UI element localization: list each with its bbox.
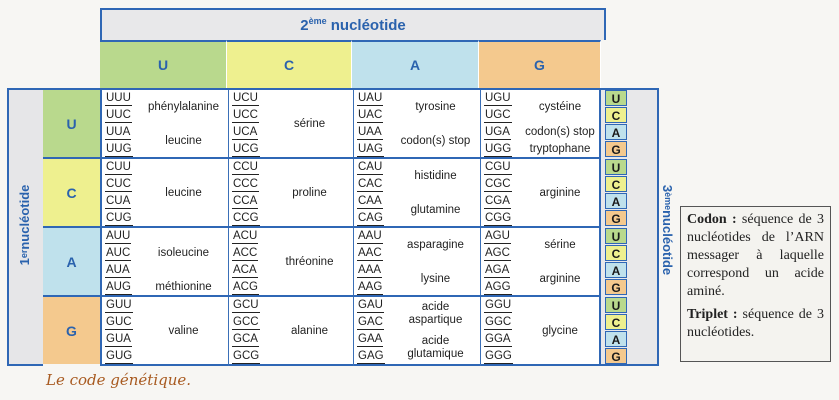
codon-text: GCC [233, 316, 259, 328]
codon [357, 297, 393, 314]
codon [105, 141, 141, 158]
definition-box [680, 206, 831, 362]
codon [232, 176, 268, 193]
codon [357, 245, 393, 262]
triplet-term: Triplet : [687, 307, 738, 322]
codon-text: UGU [485, 92, 511, 104]
third-base-g: G [605, 348, 627, 364]
row-header-g: G [43, 295, 100, 364]
codon-table [100, 88, 601, 366]
codon-text: CGA [485, 195, 510, 207]
figure-caption: Le code génétique. [46, 371, 192, 389]
codon-text: CCA [233, 195, 258, 207]
codon-text: CCU [233, 161, 258, 173]
codon-text: GAU [358, 299, 383, 311]
codon-text: UUU [106, 92, 131, 104]
codon-text: AAU [358, 230, 382, 242]
codon-text: UUG [106, 143, 132, 155]
codon [232, 141, 268, 158]
codon [232, 228, 268, 245]
codon [484, 107, 520, 124]
codon [484, 314, 520, 331]
codon [105, 107, 141, 124]
third-base-c: C [605, 245, 627, 261]
codon [357, 90, 393, 107]
codon-term: Codon : [687, 212, 737, 227]
amino-acid: tyrosine [415, 100, 456, 113]
codon-text: CUA [106, 195, 131, 207]
codon [357, 314, 393, 331]
codon [232, 245, 268, 262]
codon-text: GUU [106, 299, 132, 311]
codon-cell-ac [229, 228, 354, 297]
second-nucleotide-header [100, 8, 606, 40]
codon-cell-cg [481, 159, 603, 228]
third-base-u: U [605, 297, 627, 313]
codon-text: ACA [233, 264, 257, 276]
codon [484, 297, 520, 314]
row-header-c: C [43, 157, 100, 226]
codon-cell-ug [481, 90, 603, 159]
codon-cell-gu [102, 297, 229, 366]
codon-text: UUC [106, 109, 131, 121]
codon [105, 124, 141, 141]
codon [105, 228, 141, 245]
codon-text: AAG [358, 281, 383, 293]
amino-acid: phénylalanine [148, 100, 219, 113]
codon-text: GGA [485, 333, 511, 345]
codon-text: ACU [233, 230, 258, 242]
third-base-g: G [605, 279, 627, 295]
column-header-u: U [100, 40, 227, 88]
column-header-g: G [479, 40, 601, 88]
row-header-u: U [43, 88, 100, 157]
codon-text: UCG [233, 143, 259, 155]
codon [232, 210, 268, 227]
third-base-u: U [605, 159, 627, 175]
codon-cell-cc [229, 159, 354, 228]
codon-definition [687, 211, 824, 301]
codon-text: CGG [485, 212, 512, 224]
codon [357, 141, 393, 158]
codon [105, 193, 141, 210]
codon [357, 107, 393, 124]
codon-text: CUG [106, 212, 132, 224]
codon [357, 159, 393, 176]
codon-text: GGC [485, 316, 512, 328]
column-header-a: A [352, 40, 479, 88]
amino-acid: alanine [290, 324, 329, 337]
third-base-a: A [605, 124, 627, 140]
codon [484, 193, 520, 210]
third-base-c: C [605, 176, 627, 192]
amino-acid: glutamine [410, 203, 461, 216]
codon-text: GGG [485, 350, 512, 362]
codon-text: UCU [233, 92, 258, 104]
codon-text: UGC [485, 109, 511, 121]
codon-cell-ga [354, 297, 481, 366]
codon-text: UGG [485, 143, 512, 155]
codon-text: AGA [485, 264, 510, 276]
codon [232, 279, 268, 296]
codon [357, 331, 393, 348]
codon [484, 90, 520, 107]
codon-text: GUA [106, 333, 131, 345]
codon [105, 331, 141, 348]
codon [105, 245, 141, 262]
codon-text: AUU [106, 230, 131, 242]
codon [105, 314, 141, 331]
amino-acid: tryptophane [529, 143, 591, 155]
codon-text: ACC [233, 247, 258, 259]
amino-acid: proline [292, 186, 327, 199]
amino-acid: sérine [544, 238, 576, 251]
codon [232, 297, 268, 314]
codon-text: UAU [358, 92, 383, 104]
codon-text: CCG [233, 212, 259, 224]
codon-text: UCC [233, 109, 258, 121]
codon-text: CAC [358, 178, 383, 190]
codon [484, 348, 520, 365]
triplet-text: séquence de 3 nucléotides. [687, 307, 824, 340]
codon [357, 176, 393, 193]
amino-acid: méthionine [155, 281, 212, 293]
codon [232, 314, 268, 331]
third-base-u: U [605, 90, 627, 106]
codon-text: GUC [106, 316, 132, 328]
codon-text: UGA [485, 126, 510, 138]
codon-text: CGU [485, 161, 511, 173]
codon-text: GUG [106, 350, 133, 362]
codon-text: UAA [358, 126, 382, 138]
codon-text: AUC [106, 247, 131, 259]
codon [484, 176, 520, 193]
codon-text: AGC [485, 247, 510, 259]
amino-acid: arginine [539, 186, 581, 199]
codon-cell-ca [354, 159, 481, 228]
codon [105, 210, 141, 227]
codon-text: AAA [358, 264, 382, 276]
codon-text: UUA [106, 126, 131, 138]
amino-acid: valine [168, 324, 199, 337]
codon-cell-cu [102, 159, 229, 228]
codon-text: CAA [358, 195, 382, 207]
amino-acid: leucine [165, 134, 202, 147]
first-nucleotide-label: 1 er nucléotide [16, 184, 32, 266]
codon-text: GAA [358, 333, 383, 345]
codon [105, 297, 141, 314]
codon-text: GCA [233, 333, 258, 345]
amino-acid: leucine [165, 186, 202, 199]
triplet-definition [687, 306, 824, 342]
codon-text: AUA [106, 264, 130, 276]
codon-text: ACG [233, 281, 258, 293]
codon [232, 124, 268, 141]
third-base-c: C [605, 314, 627, 330]
codon-cell-uc [229, 90, 354, 159]
codon [484, 245, 520, 262]
amino-acid: sérine [293, 117, 326, 130]
codon [484, 210, 520, 227]
third-base-c: C [605, 107, 627, 123]
codon-text: séquence de 3 nucléotides de l’ARN messager à laquelle correspond un acide aminé. [687, 212, 824, 299]
amino-acid: lysine [420, 272, 451, 285]
codon-cell-ua [354, 90, 481, 159]
codon-text: AGU [485, 230, 510, 242]
amino-acid: asparagine [407, 238, 464, 251]
third-base-a: A [605, 193, 627, 209]
amino-acid: acide aspartique [408, 301, 463, 326]
codon-text: UAG [358, 143, 383, 155]
row-header-a: A [43, 226, 100, 295]
codon-text: GAC [358, 316, 383, 328]
third-base-a: A [605, 331, 627, 347]
codon-text: CUU [106, 161, 131, 173]
codon [105, 159, 141, 176]
third-nucleotide-label: 3 ème nucléotide [660, 184, 676, 276]
codon-text: GAG [358, 350, 384, 362]
codon-cell-uu [102, 90, 229, 159]
second-nucleotide-label: 2ème nucléotide [300, 16, 406, 34]
codon-text: AUG [106, 281, 131, 293]
codon [105, 279, 141, 296]
codon-text: GCU [233, 299, 259, 311]
amino-acid: isoleucine [157, 247, 210, 259]
amino-acid: codon(s) stop [400, 134, 471, 147]
codon [484, 331, 520, 348]
codon [232, 90, 268, 107]
codon [357, 228, 393, 245]
codon-text: CGC [485, 178, 511, 190]
codon-text: AAC [358, 247, 382, 259]
codon-text: GGU [485, 299, 512, 311]
codon-cell-aa [354, 228, 481, 297]
codon [232, 348, 268, 365]
column-header-c: C [227, 40, 352, 88]
codon [357, 210, 393, 227]
codon [357, 262, 393, 279]
codon [105, 176, 141, 193]
codon [357, 193, 393, 210]
codon [357, 348, 393, 365]
codon [357, 279, 393, 296]
codon-cell-gc [229, 297, 354, 366]
codon [484, 159, 520, 176]
codon-text: UCA [233, 126, 258, 138]
codon-text: GCG [233, 350, 260, 362]
amino-acid: thréonine [285, 255, 334, 268]
codon-cell-gg [481, 297, 603, 366]
third-base-g: G [605, 141, 627, 157]
codon-cell-au [102, 228, 229, 297]
codon [105, 348, 141, 365]
codon-text: CUC [106, 178, 131, 190]
codon [357, 124, 393, 141]
codon-text: CAU [358, 161, 383, 173]
codon [105, 262, 141, 279]
codon [484, 279, 520, 296]
codon [484, 124, 520, 141]
amino-acid: acide glutamique [407, 335, 464, 360]
amino-acid: histidine [414, 169, 457, 182]
codon-cell-ag [481, 228, 603, 297]
codon [105, 90, 141, 107]
amino-acid: cystéine [538, 100, 582, 113]
third-base-a: A [605, 262, 627, 278]
codon-text: CAG [358, 212, 383, 224]
codon [484, 262, 520, 279]
codon [484, 228, 520, 245]
amino-acid: glycine [542, 324, 578, 337]
codon [232, 107, 268, 124]
codon [232, 262, 268, 279]
third-base-g: G [605, 210, 627, 226]
amino-acid: codon(s) stop [525, 126, 595, 138]
codon-text: CCC [233, 178, 258, 190]
third-base-u: U [605, 228, 627, 244]
codon-text: UAC [358, 109, 383, 121]
codon [484, 141, 520, 158]
codon [232, 331, 268, 348]
codon [232, 159, 268, 176]
amino-acid: arginine [539, 272, 581, 285]
codon [232, 193, 268, 210]
codon-text: AGG [485, 281, 511, 293]
